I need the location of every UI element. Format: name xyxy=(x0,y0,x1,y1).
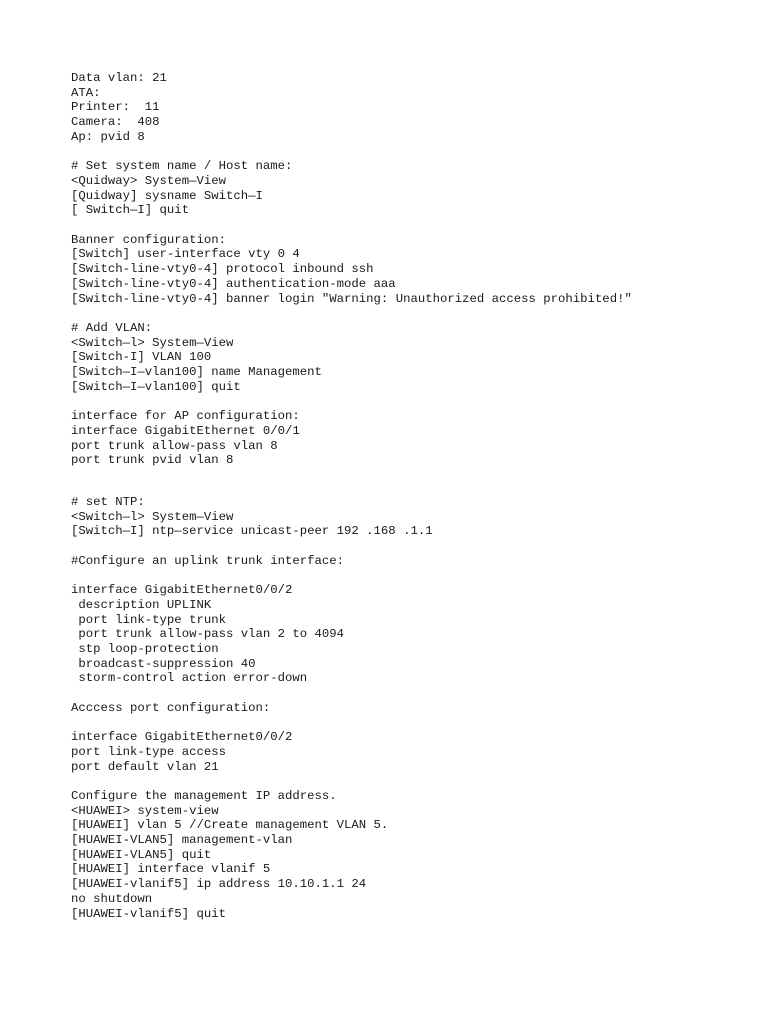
access-title-block xyxy=(71,701,768,716)
command-line: [Switch] user-interface vty 0 4 xyxy=(71,247,300,262)
uplink-title-block xyxy=(71,554,768,569)
section-heading: Configure the management IP address. xyxy=(71,788,337,803)
command-line: [HUAWEI] vlan 5 //Create management VLAN 5. xyxy=(71,818,389,833)
section-heading: # Set system name / Host name: xyxy=(71,159,293,174)
command-line: port default vlan 21 xyxy=(71,759,219,774)
command-line: [ Switch—I] quit xyxy=(71,203,190,218)
text-line: ATA: xyxy=(71,85,101,100)
command-line: interface GigabitEthernet0/0/2 xyxy=(71,583,293,598)
command-line: [HUAWEI-vlanif5] quit xyxy=(71,906,226,921)
banner-config-block xyxy=(71,233,768,307)
section-heading: # Add VLAN: xyxy=(71,320,153,335)
access-config-block xyxy=(71,730,768,774)
command-line: port trunk allow-pass vlan 2 to 4094 xyxy=(71,627,345,642)
ntp-block xyxy=(71,495,768,539)
command-line: [Switch—I] ntp—service unicast-peer 192 .168 .1.1 xyxy=(71,524,433,539)
command-line: [HUAWEI-VLAN5] quit xyxy=(71,847,212,862)
command-line: [Quidway] sysname Switch—I xyxy=(71,188,263,203)
command-line: [Switch—I—vlan100] quit xyxy=(71,379,241,394)
command-line: port trunk pvid vlan 8 xyxy=(71,453,234,468)
command-line: [HUAWEI] interface vlanif 5 xyxy=(71,862,271,877)
command-line: <HUAWEI> system-view xyxy=(71,803,219,818)
section-heading: Acccess port configuration: xyxy=(71,700,271,715)
command-line: [Switch-I] VLAN 100 xyxy=(71,350,212,365)
command-line: <Quidway> System—View xyxy=(71,173,226,188)
command-line: [HUAWEI-VLAN5] management-vlan xyxy=(71,833,293,848)
command-line: interface GigabitEthernet0/0/2 xyxy=(71,730,293,745)
command-line: stp loop-protection xyxy=(71,641,219,656)
uplink-config-block xyxy=(71,583,768,686)
command-line: [Switch-line-vty0-4] authentication-mode aaa xyxy=(71,276,396,291)
add-vlan-block xyxy=(71,321,768,395)
command-line: [Switch-line-vty0-4] banner login "Warning: Unauthorized access prohibited!" xyxy=(71,291,632,306)
command-line: interface GigabitEthernet 0/0/1 xyxy=(71,423,300,438)
command-line: no shutdown xyxy=(71,891,153,906)
command-line: [Switch-line-vty0-4] protocol inbound ssh xyxy=(71,262,374,277)
command-line: broadcast-suppression 40 xyxy=(71,656,256,671)
ap-interface-block xyxy=(71,409,768,468)
command-line: port link-type trunk xyxy=(71,612,226,627)
command-line: port link-type access xyxy=(71,744,226,759)
command-line: [Switch—I—vlan100] name Management xyxy=(71,365,322,380)
vlan-summary-block xyxy=(71,71,768,145)
command-line: [HUAWEI-vlanif5] ip address 10.10.1.1 24 xyxy=(71,877,367,892)
text-line: Camera: 408 xyxy=(71,115,160,130)
section-heading: Banner configuration: xyxy=(71,232,226,247)
management-ip-block xyxy=(71,789,768,921)
command-line: port trunk allow-pass vlan 8 xyxy=(71,438,278,453)
section-heading: interface for AP configuration: xyxy=(71,409,300,424)
text-line: Ap: pvid 8 xyxy=(71,129,145,144)
command-line: <Switch—l> System—View xyxy=(71,335,234,350)
system-name-block xyxy=(71,159,768,218)
command-line: storm-control action error-down xyxy=(71,671,308,686)
command-line: <Switch—l> System—View xyxy=(71,509,234,524)
text-line: Data vlan: 21 xyxy=(71,71,167,85)
section-heading: # set NTP: xyxy=(71,494,145,509)
text-line: Printer: 11 xyxy=(71,100,160,115)
section-heading: #Configure an uplink trunk interface: xyxy=(71,553,345,568)
command-line: description UPLINK xyxy=(71,597,212,612)
